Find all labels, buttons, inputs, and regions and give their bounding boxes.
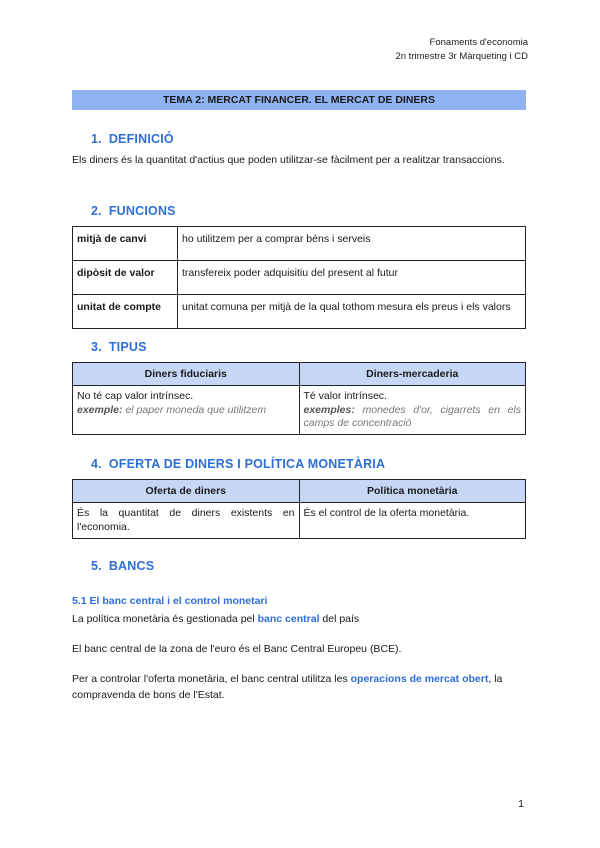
text-run: , la compravenda de bons de l'Estat. [72,673,503,701]
table-row [73,261,526,295]
example-body: el paper moneda que utilitzem [125,403,267,416]
function-key: mitjà de canvi [73,227,178,261]
section-heading-definicio [91,132,174,146]
highlight-term: banc central [257,613,320,625]
section-heading-bancs [91,559,154,573]
example-body: monedes d'or, cigarrets en els camps de concentració [303,403,521,429]
policy-cell: És el control de la oferta monetària. [299,503,526,539]
text-run: del país [319,613,360,625]
type-commodity-cell [299,386,526,435]
section-heading-funcions [91,204,176,218]
function-value: transfereix poder adquisitiu del present al futur [178,261,526,295]
section-title: FUNCIONS [108,204,176,218]
section-title: TIPUS [108,340,147,354]
function-key: unitat de compte [73,295,178,329]
cell-text: Té valor intrínsec. [303,390,387,402]
column-header: Diners-mercaderia [299,363,526,386]
page-number: 1 [518,798,524,810]
table-header-row [73,480,526,503]
section-number: 3. [91,340,102,354]
text-run: Per a controlar l'oferta monetària, el banc central utilitza les [72,673,351,685]
banks-paragraph-1 [72,612,526,628]
section-title: OFERTA DE DINERS I POLÍTICA MONETÀRIA [108,457,386,471]
section-number: 2. [91,204,102,218]
section-title: DEFINICIÓ [108,132,174,146]
types-table [72,362,526,435]
banks-paragraph-3 [72,672,526,703]
function-key: dipòsit de valor [73,261,178,295]
function-value: ho utilitzem per a comprar béns i serveis [178,227,526,261]
section-number: 4. [91,457,102,471]
function-value: unitat comuna per mitjà de la qual tothom mesura els preus i els valors [178,295,526,329]
table-row [73,386,526,435]
type-fiduciary-cell [73,386,300,435]
functions-table [72,226,526,329]
cell-text: No té cap valor intrínsec. [77,390,194,402]
section-title: BANCS [108,559,155,573]
example-label: exemple: [77,403,123,416]
supply-cell: És la quantitat de diners existents en l'economia. [73,503,300,539]
table-row [73,503,526,539]
subsection-heading: 5.1 El banc central i el control monetari [72,595,268,607]
example-text [304,404,522,431]
table-header-row [73,363,526,386]
text-run: La política monetària és gestionada pel [72,613,258,625]
banks-paragraph-2: El banc central de la zona de l'euro és el Banc Central Europeu (BCE). [72,643,402,655]
header-term: 2n trimestre 3r Màrqueting i CD [395,51,528,62]
column-header: Diners fiduciaris [73,363,300,386]
section-heading-tipus [91,340,147,354]
table-row [73,227,526,261]
definition-paragraph: Els diners és la quantitat d'actius que poden utilitzar-se fàcilment per a realitzar transaccions. [72,154,505,166]
section-heading-oferta [91,457,385,471]
section-number: 1. [91,132,102,146]
document-title: TEMA 2: MERCAT FINANCER. EL MERCAT DE DINERS [72,90,526,110]
page-header [395,36,528,64]
table-row [73,295,526,329]
supply-table [72,479,526,539]
section-number: 5. [91,559,102,573]
example-text [77,404,295,418]
header-course: Fonaments d'economia [429,37,528,48]
column-header: Oferta de diners [73,480,300,503]
column-header: Política monetària [299,480,526,503]
highlight-term: operacions de mercat obert [350,673,489,685]
example-label: exemples: [303,403,355,416]
